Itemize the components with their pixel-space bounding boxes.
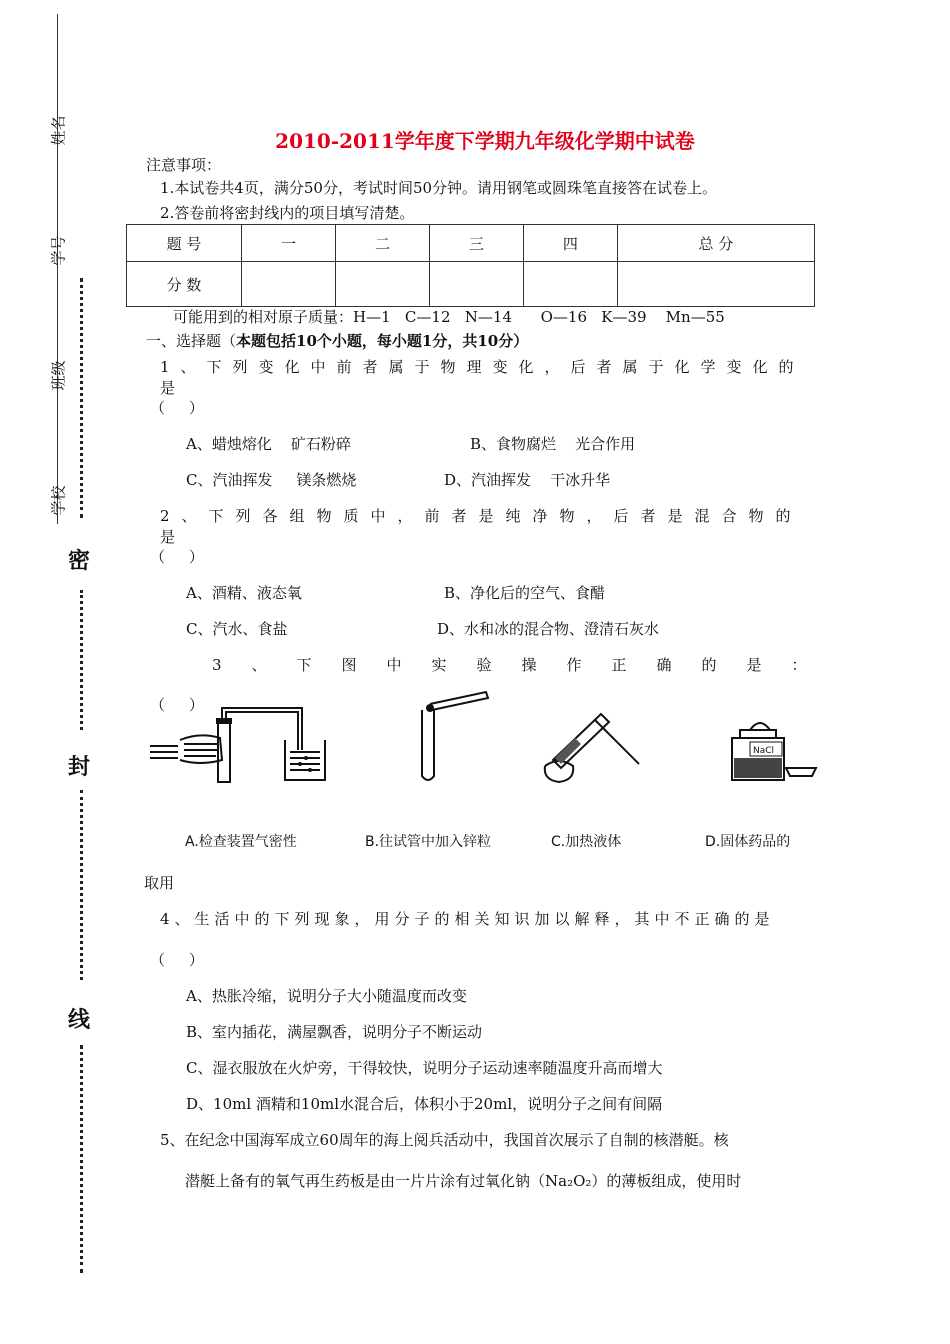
- score-table: [126, 224, 815, 307]
- q3-option-d-continued: 取用: [144, 874, 175, 892]
- answer-paren: （ ）: [150, 399, 204, 417]
- section-title: [146, 330, 528, 351]
- score-cell[interactable]: [242, 262, 336, 307]
- q1-option-b: B、食物腐烂 光合作用: [470, 435, 636, 453]
- q4-option-c: C、湿衣服放在火炉旁，干得较快，说明分子运动速率随温度升高而增大: [186, 1059, 663, 1077]
- answer-paren: （ ）: [150, 696, 204, 714]
- table-header-cell: 总 分: [617, 225, 814, 262]
- question-stem: 1、下列变化中前者属于物理变化，后者属于化学变化的是: [160, 358, 805, 397]
- figure-test-tube-zinc: [410, 688, 500, 788]
- q3-option-b: B.往试管中加入锌粒: [365, 834, 492, 850]
- q2-option-c: C、汽水、食盐: [186, 620, 288, 638]
- q4-option-d: D、10ml 酒精和10ml水混合后，体积小于20ml，说明分子之间有间隔: [186, 1095, 663, 1113]
- q1-option-c: C、汽油挥发 镁条燃烧: [186, 471, 357, 489]
- notice-item: 2.答卷前将密封线内的项目填写清楚。: [160, 204, 415, 222]
- class-label: 班级: [49, 360, 68, 391]
- q1-option-d: D、汽油挥发 干冰升华: [444, 471, 611, 489]
- q4-stem: [160, 908, 805, 929]
- seal-char-xian: 线: [68, 1008, 91, 1033]
- q2-option-b: B、净化后的空气、食醋: [444, 584, 606, 602]
- seal-char-feng: 封: [68, 755, 91, 780]
- section-title-bold: 本题包括10个小题，每小题1分，共10分）: [236, 332, 529, 350]
- score-cell[interactable]: [523, 262, 617, 307]
- notice-item: 1.本试卷共4页，满分50分，考试时间50分钟。请用钢笔或圆珠笔直接答在试卷上。: [160, 179, 718, 197]
- seal-dotted-line: [80, 278, 83, 518]
- figure-heating-liquid: [535, 706, 645, 786]
- exam-title: 2010-2011学年度下学期九年级化学期中试卷: [275, 129, 695, 153]
- q3-option-d: D.固体药品的: [705, 834, 791, 850]
- question-stem: 2、下列各组物质中，前者是纯净物，后者是混合物的是: [160, 507, 803, 546]
- student-id-label: 学号: [49, 235, 68, 266]
- q3-option-c: C.加热液体: [551, 834, 622, 850]
- table-header-cell: 四: [523, 225, 617, 262]
- question-stem: 4、生活中的下列现象，用分子的相关知识加以解释，其中不正确的是: [160, 910, 775, 928]
- figure-airtightness-check: [150, 700, 340, 790]
- school-label: 学校: [49, 485, 68, 516]
- q1-stem: [160, 356, 805, 398]
- table-header-cell: 三: [429, 225, 523, 262]
- table-header-cell: 题 号: [127, 225, 242, 262]
- q2-option-d: D、水和冰的混合物、澄清石灰水: [437, 620, 660, 638]
- answer-paren: （ ）: [150, 548, 204, 566]
- q4-option-a: A、热胀冷缩，说明分子大小随温度而改变: [186, 987, 467, 1005]
- seal-dotted-line: [80, 1045, 83, 1273]
- q2-option-a: A、酒精、液态氧: [186, 584, 302, 602]
- table-row-label: 分 数: [127, 262, 242, 307]
- q3-option-a: A.检查装置气密性: [185, 834, 297, 850]
- seal-dotted-line: [80, 790, 83, 980]
- table-header-cell: 一: [242, 225, 336, 262]
- q3-stem: 3、下图中实验操作正确的是：: [212, 656, 837, 674]
- bottle-label: NaCl: [753, 746, 775, 756]
- score-cell[interactable]: [335, 262, 429, 307]
- q5-line: 潜艇上备有的氧气再生药板是由一片片涂有过氧化钠（Na₂O₂）的薄板组成，使用时: [185, 1172, 742, 1190]
- atomic-masses: 可能用到的相对原子质量：H—1 C—12 N—14 O—16 K—39 Mn—55: [173, 308, 725, 326]
- q5-line: 5、在纪念中国海军成立60周年的海上阅兵活动中，我国首次展示了自制的核潜艇。核: [160, 1131, 729, 1149]
- seal-dotted-line: [80, 590, 83, 730]
- q1-option-a: A、蜡烛熔化 矿石粉碎: [186, 435, 351, 453]
- score-cell[interactable]: [429, 262, 523, 307]
- section-title-plain: 一、选择题（: [146, 332, 237, 350]
- zinc-granule: [426, 704, 434, 712]
- name-label: 姓名: [49, 115, 68, 146]
- q2-stem: [160, 505, 805, 547]
- notice-heading: 注意事项：: [146, 156, 222, 174]
- q4-option-b: B、室内插花，满屋飘香，说明分子不断运动: [186, 1023, 483, 1041]
- seal-char-mi: 密: [68, 549, 91, 574]
- score-cell[interactable]: [617, 262, 814, 307]
- answer-paren: （ ）: [150, 951, 204, 969]
- table-header-cell: 二: [335, 225, 429, 262]
- figure-solid-reagent: [720, 718, 840, 788]
